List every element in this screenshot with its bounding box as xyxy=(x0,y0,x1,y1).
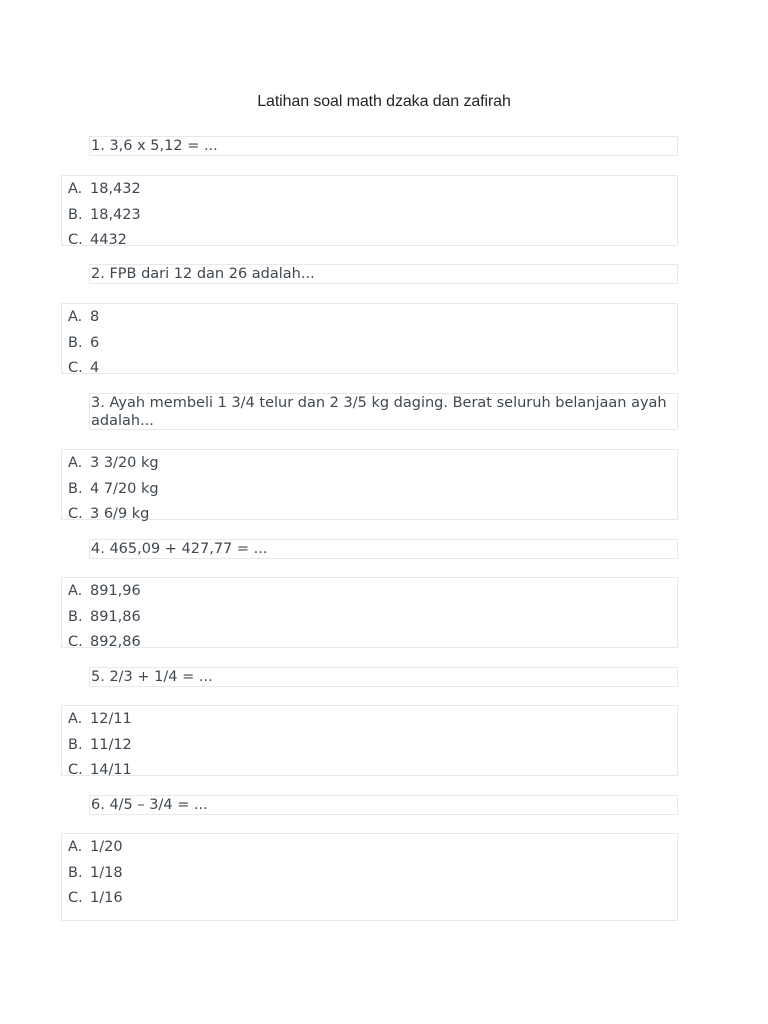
option-6c xyxy=(62,886,677,912)
answer-list-3 xyxy=(61,449,678,523)
option-letter: C. xyxy=(68,634,83,651)
option-2c xyxy=(62,356,677,382)
option-value: 4 xyxy=(90,360,100,377)
answer-list-2 xyxy=(61,303,678,377)
option-value: 1/18 xyxy=(90,864,123,881)
option-letter: C. xyxy=(68,890,83,907)
option-value: 891,86 xyxy=(90,608,141,625)
option-letter: B. xyxy=(68,334,83,351)
question-3: 3. Ayah membeli 1 3/4 telur dan 2 3/5 kg daging. Berat seluruh belanjaan ayah adalah... xyxy=(89,393,678,430)
answer-list-4 xyxy=(61,577,678,651)
option-letter: A. xyxy=(68,582,83,599)
option-value: 1/16 xyxy=(90,890,123,907)
option-letter: A. xyxy=(68,838,83,855)
option-1b xyxy=(62,202,677,228)
option-letter: C. xyxy=(68,762,83,779)
option-value: 11/12 xyxy=(90,736,132,753)
option-letter: B. xyxy=(68,864,83,881)
question-1: 1. 3,6 x 5,12 = ... xyxy=(89,136,678,156)
option-3a xyxy=(62,450,677,476)
option-4c xyxy=(62,630,677,656)
option-letter: A. xyxy=(68,180,83,197)
answer-list-1 xyxy=(61,175,678,249)
option-value: 4432 xyxy=(90,232,127,249)
option-6a xyxy=(62,834,677,860)
option-1a xyxy=(62,176,677,202)
option-letter: B. xyxy=(68,736,83,753)
option-value: 12/11 xyxy=(90,710,132,727)
option-letter: C. xyxy=(68,232,83,249)
option-2b xyxy=(62,330,677,356)
option-value: 1/20 xyxy=(90,838,123,855)
option-letter: C. xyxy=(68,360,83,377)
option-value: 3 3/20 kg xyxy=(90,454,159,471)
option-value: 14/11 xyxy=(90,762,132,779)
option-value: 18,423 xyxy=(90,206,141,223)
option-5a xyxy=(62,706,677,732)
option-letter: C. xyxy=(68,506,83,523)
answer-list-6 xyxy=(61,833,678,921)
option-value: 6 xyxy=(90,334,100,351)
option-letter: A. xyxy=(68,308,83,325)
option-4a xyxy=(62,578,677,604)
option-letter: B. xyxy=(68,206,83,223)
question-6: 6. 4/5 – 3/4 = ... xyxy=(89,795,678,815)
document-title: Latihan soal math dzaka dan zafirah xyxy=(257,93,511,110)
option-1c xyxy=(62,228,677,254)
option-value: 8 xyxy=(90,308,100,325)
option-5c xyxy=(62,758,677,784)
option-5b xyxy=(62,732,677,758)
option-letter: B. xyxy=(68,480,83,497)
option-value: 4 7/20 kg xyxy=(90,480,159,497)
option-4b xyxy=(62,604,677,630)
question-2: 2. FPB dari 12 dan 26 adalah... xyxy=(89,264,678,284)
answer-list-5 xyxy=(61,705,678,779)
option-2a xyxy=(62,304,677,330)
option-letter: A. xyxy=(68,454,83,471)
option-value: 891,96 xyxy=(90,582,141,599)
option-letter: A. xyxy=(68,710,83,727)
question-5: 5. 2/3 + 1/4 = ... xyxy=(89,667,678,687)
option-value: 892,86 xyxy=(90,634,141,651)
option-3b xyxy=(62,476,677,502)
option-letter: B. xyxy=(68,608,83,625)
question-4: 4. 465,09 + 427,77 = ... xyxy=(89,539,678,559)
option-3c xyxy=(62,502,677,528)
option-value: 3 6/9 kg xyxy=(90,506,150,523)
option-value: 18,432 xyxy=(90,180,141,197)
option-6b xyxy=(62,860,677,886)
